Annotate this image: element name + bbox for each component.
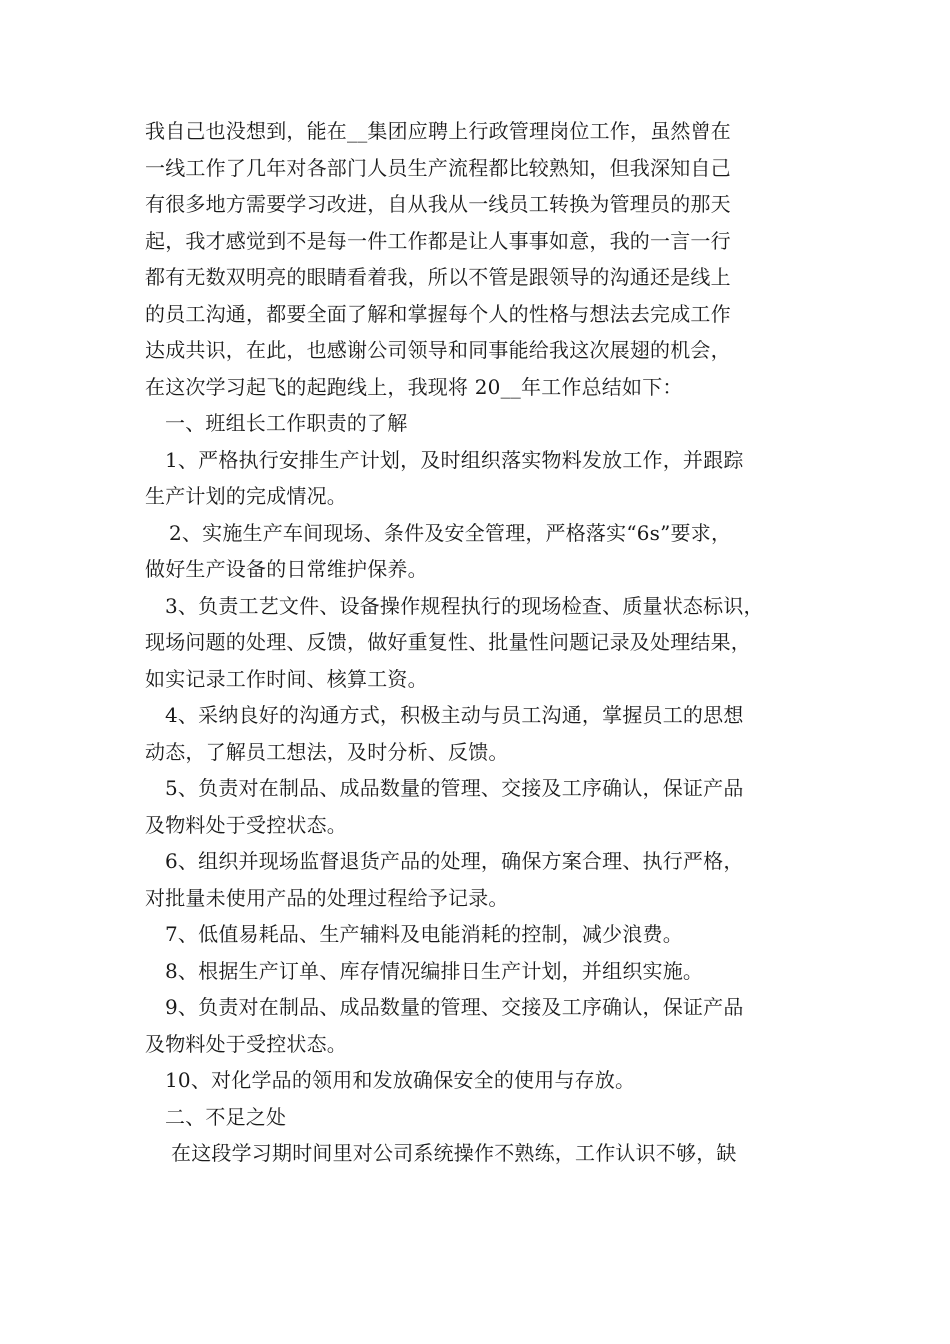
- list-item-continuation: 及物料处于受控状态。: [145, 812, 347, 837]
- section-heading-duties: 一、班组长工作职责的了解: [165, 411, 408, 435]
- paragraph-line: 一线工作了几年对各部门人员生产流程都比较熟知，但我深知自己: [145, 155, 731, 180]
- paragraph-line: 的员工沟通，都要全面了解和掌握每个人的性格与想法去完成工作: [145, 301, 731, 326]
- list-item-continuation: 及物料处于受控状态。: [145, 1031, 347, 1056]
- list-item: 5、负责对在制品、成品数量的管理、交接及工序确认，保证产品: [165, 776, 744, 800]
- list-item-continuation: 生产计划的完成情况。: [145, 484, 347, 508]
- paragraph-line: 在这段学习期时间里对公司系统操作不熟练，工作认识不够，缺: [171, 1141, 737, 1165]
- list-item: 7、低值易耗品、生产辅料及电能消耗的控制，减少浪费。: [165, 922, 683, 946]
- paragraph-line: 在这次学习起飞的起跑线上，我现将 20__年工作总结如下：: [145, 374, 683, 399]
- list-item-continuation: 动态，了解员工想法，及时分析、反馈。: [145, 739, 509, 764]
- list-item-continuation: 做好生产设备的日常维护保养。: [145, 557, 428, 581]
- list-item: 4、采纳良好的沟通方式，积极主动与员工沟通，掌握员工的思想: [165, 703, 744, 727]
- paragraph-line: 达成共识，在此，也感谢公司领导和同事能给我这次展翅的机会，: [145, 338, 731, 362]
- list-item: 8、根据生产订单、库存情况编排日生产计划，并组织实施。: [165, 958, 704, 983]
- paragraph-line: 我自己也没想到，能在__集团应聘上行政管理岗位工作，虽然曾在: [145, 119, 731, 143]
- paragraph-line: 起，我才感觉到不是每一件工作都是让人事事如意，我的一言一行: [145, 228, 731, 253]
- list-item: 6、组织并现场监督退货产品的处理，确保方案合理、执行严格，: [165, 849, 744, 873]
- document-body: [145, 113, 825, 1172]
- paragraph-line: 有很多地方需要学习改进，自从我从一线员工转换为管理员的那天: [145, 192, 731, 216]
- paragraph-line: 都有无数双明亮的眼睛看着我，所以不管是跟领导的沟通还是线上: [145, 265, 731, 289]
- list-item-continuation: 对批量未使用产品的处理过程给予记录。: [145, 885, 509, 910]
- list-item: 2、实施生产车间现场、条件及安全管理，严格落实“6s”要求，: [169, 520, 732, 545]
- list-item-continuation: 现场问题的处理、反馈，做好重复性、批量性问题记录及处理结果，: [145, 630, 751, 654]
- list-item-continuation: 如实记录工作时间、核算工资。: [145, 666, 428, 691]
- list-item: 3、负责工艺文件、设备操作规程执行的现场检查、质量状态标识，: [165, 593, 764, 618]
- list-item: 1、严格执行安排生产计划，及时组织落实物料发放工作，并跟踪: [165, 447, 744, 472]
- section-heading-shortcomings: 二、不足之处: [165, 1104, 287, 1129]
- list-item: 9、负责对在制品、成品数量的管理、交接及工序确认，保证产品: [165, 995, 744, 1019]
- list-item: 10、对化学品的领用和发放确保安全的使用与存放。: [165, 1068, 636, 1092]
